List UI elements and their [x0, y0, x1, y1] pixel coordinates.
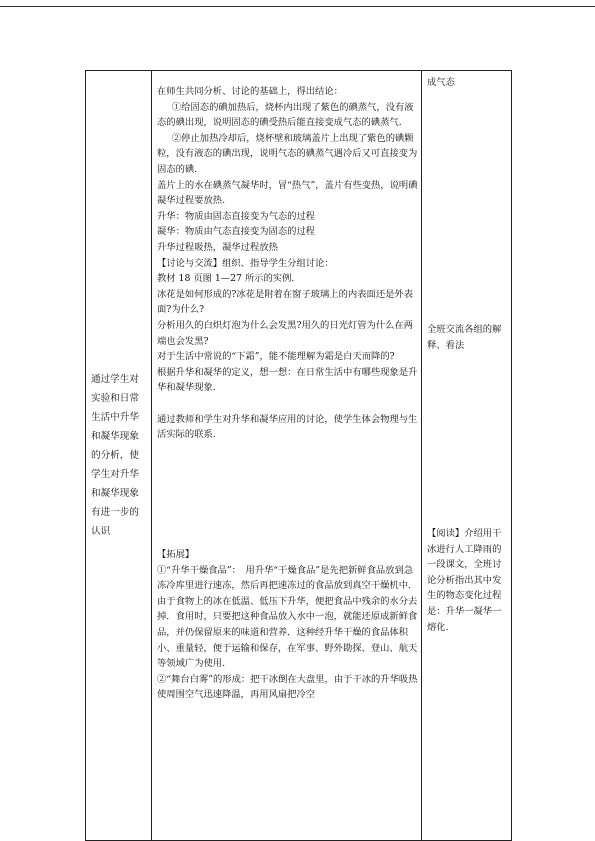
- discussion-item: 分析用久的白炽灯泡为什么会发黑?用久的日光灯管为什么在两端也会发黑?: [157, 319, 414, 347]
- student-note-3: 【阅读】介绍用干冰进行人工降雨的一段课文，全班讨论分析指出其中发生的物态变化过程是：升华一凝华一熔化.: [427, 528, 502, 633]
- student-note-1: 成气态: [427, 77, 455, 88]
- extension-item-1: ①“升华干燥食品”： 用升华“干燥食品”是先把新鲜食品放到急冻冷库里进行速冻，然后再把速冻过的食品放到真空干燥机中． 由于食物上的冰在低温、低压下升华，便把食品中残余的水分去掉．食用时，只要把这种食品放入水中一泡，就能还原成新鲜食品，并仍保留原来的味道和营养．这种经升华干燥的食品体积小、重量轻，便于运输和保存，在军事、野外勘探、登山、航天等领域广为使用.: [157, 564, 422, 670]
- discussion-heading: 【讨论与交流】组织、指导学生分组讨论：: [157, 257, 334, 269]
- extension-item-2: ②“舞台白雾”的形成：把干冰倒在大盘里，由于干冰的升华吸热使周围空气迅速降温，再用风扇把冷空: [157, 673, 418, 701]
- conclusion-item-2: ②停止加热冷却后，烧杯壁和玻璃盖片上出现了紫色的碘颗粒，没有液态的碘出现，说明气态的碘蒸气遇冷后又可直接变为固态的碘.: [157, 132, 418, 175]
- teaching-process-cell: [152, 71, 422, 841]
- definition-heat: 升华过程吸热，凝华过程放热: [157, 241, 278, 253]
- design-intent-text: 通过学生对实验和日常生活中升华和凝华现象的分析，使学生对升华和凝华现象有进一步的认识: [91, 374, 139, 537]
- discussion-item: 冰花是如何形成的?冰花是附着在窗子玻璃上的内表面还是外表面?为什么?: [157, 288, 414, 316]
- definition-sublimation: 升华：物质由固态直接变为气态的过程: [157, 210, 316, 222]
- definition-deposition: 凝华：物质由气态直接变为固态的过程: [157, 226, 316, 238]
- design-intent-cell: [86, 71, 152, 841]
- student-note-2: 全班交流各组的解释、看法: [427, 324, 502, 351]
- discussion-summary: 通过教师和学生对升华和凝华应用的讨论，使学生体会物理与生活实际的联系.: [157, 413, 418, 441]
- page-top-rule: [0, 6, 595, 7]
- table-row: [86, 71, 512, 841]
- conclusion-item-3: 盖片上的水在碘蒸气凝华时，冒“热气”，盖片有些变热，说明碘凝华过程要放热.: [157, 179, 418, 207]
- lesson-plan-table: [85, 70, 512, 841]
- student-activity-cell: [422, 71, 512, 841]
- conclusion-intro: 在师生共同分析、讨论的基础上，得出结论：: [157, 86, 343, 97]
- discussion-item: 对于生活中常说的“下霜”，能不能理解为霜是白天而降的?: [157, 351, 395, 363]
- discussion-item: 根据升华和凝华的定义，想一想：在日常生活中有哪些现象是升华和凝华现象.: [157, 366, 418, 394]
- extension-heading: 【拓展】: [157, 549, 195, 561]
- discussion-item: 教材 18 页图 1—27 所示的实例.: [157, 273, 295, 285]
- conclusion-item-1: ①给固态的碘加热后，烧杯内出现了紫色的碘蒸气，没有液态的碘出现，说明固态的碘受热后能直接变成气态的碘蒸气.: [157, 101, 414, 129]
